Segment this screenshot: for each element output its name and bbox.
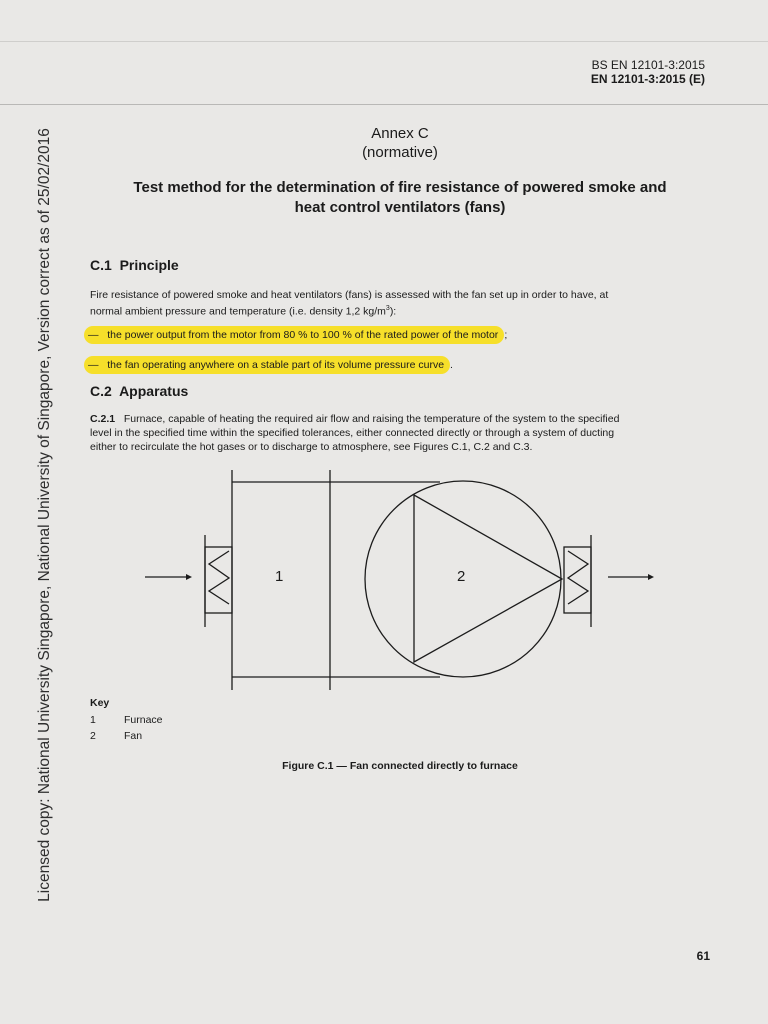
key-number: 2 xyxy=(90,730,96,742)
left-damper-vanes xyxy=(209,551,229,604)
clause-line3: either to recirculate the hot gases or to discharge to atmosphere, see Figures C.1, C.2 and C.3. xyxy=(90,441,533,453)
bullet-end: . xyxy=(450,359,453,371)
clause-line2: level in the specified time within the specified tolerances, either connected directly or through a system of ducting xyxy=(90,427,615,439)
section-c2-title: Apparatus xyxy=(119,383,189,399)
bullet-text: the power output from the motor from 80 % to 100 % of the rated power of the motor xyxy=(107,329,499,341)
outlet-arrow-head xyxy=(648,574,654,580)
clause-number: C.2.1 xyxy=(90,413,116,425)
page-number: 61 xyxy=(696,949,710,963)
annex-type: (normative) xyxy=(362,144,438,161)
clause-line1: C.2.1 Furnace, capable of heating the required air flow and raising the temperature of the system to the specified xyxy=(90,413,620,425)
standard-designation-en: EN 12101-3:2015 (E) xyxy=(590,72,705,86)
fan-impeller-triangle xyxy=(414,495,562,662)
figure-label-fan: 2 xyxy=(457,568,466,585)
intro-line2: normal ambient pressure and temperature (i.e. density 1,2 $kg/m^3$): xyxy=(90,305,397,318)
figure-label-furnace: 1 xyxy=(275,568,284,585)
annex-heading-line2: heat control ventilators (fans) xyxy=(294,199,506,216)
figure-key-row xyxy=(90,714,163,726)
bullet-dash: — xyxy=(88,359,99,371)
section-c1-title: Principle xyxy=(119,257,179,273)
bullet-text: the fan operating anywhere on a stable part of its volume pressure curve xyxy=(107,359,445,371)
superscript: 3 xyxy=(385,305,390,312)
annex-title: Annex C xyxy=(371,125,429,142)
figure-key-row xyxy=(90,730,142,742)
bullet-end: ; xyxy=(504,329,508,341)
annex-heading-line1: Test method for the determination of fire resistance of powered smoke and xyxy=(133,179,667,196)
license-notice: Licensed copy: National University Singapore, National University of Singapore, Version correct as of 25/02/2016 xyxy=(36,128,53,902)
inlet-arrow-head xyxy=(186,574,192,580)
bullet-dash: — xyxy=(88,329,99,341)
figure-caption: Figure C.1 — Fan connected directly to furnace xyxy=(282,760,518,772)
section-c1-number: C.1 xyxy=(90,257,112,273)
figure-key-title: Key xyxy=(90,697,110,709)
right-damper-vanes xyxy=(568,551,588,604)
key-text: Fan xyxy=(124,730,143,742)
standard-designation: BS EN 12101-3:2015 xyxy=(591,58,705,72)
key-number: 1 xyxy=(90,714,96,726)
section-c2-number: C.2 xyxy=(90,383,112,399)
key-text: Furnace xyxy=(124,714,163,726)
intro-line1: Fire resistance of powered smoke and heat ventilators (fans) is assessed with the fan set up in order to have, at xyxy=(90,289,609,301)
